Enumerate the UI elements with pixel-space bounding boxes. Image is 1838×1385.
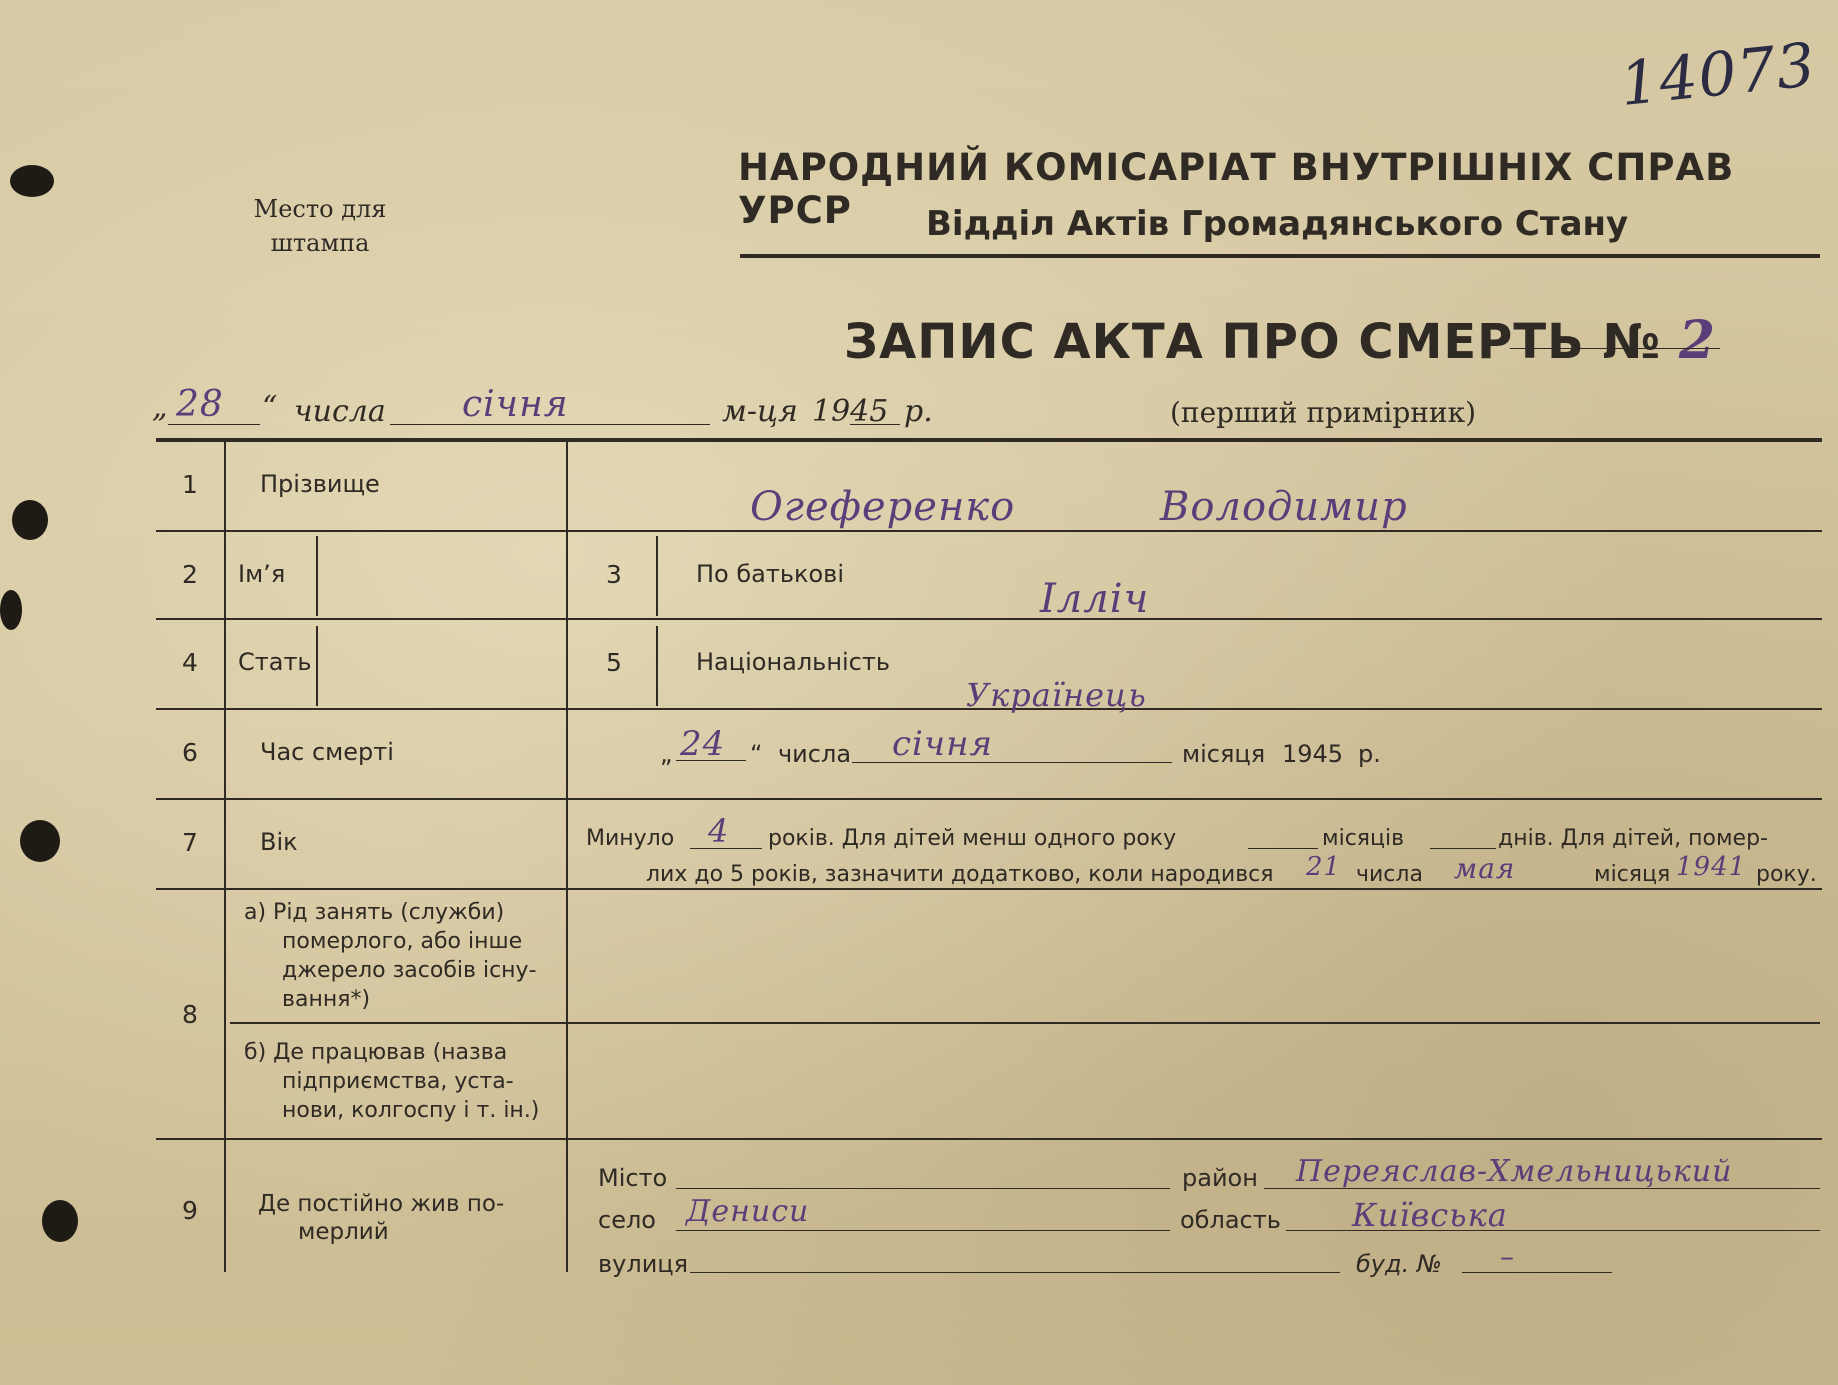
header-rule: [740, 254, 1820, 258]
city-label: Місто: [598, 1164, 668, 1192]
col-rule-mid: [566, 442, 568, 1272]
record-number-line: [1510, 348, 1720, 349]
death-date: [660, 724, 1420, 780]
age-text-g: місяця: [1594, 862, 1671, 887]
city-line: [676, 1188, 1170, 1189]
street-label: вулиця: [598, 1250, 689, 1278]
first-name-value: Володимир: [1160, 484, 1408, 530]
ministry-title: НАРОДНИЙ КОМІСАРІАТ ВНУТРІШНІХ СПРАВ УРСР: [738, 146, 1735, 232]
row-number-5: 5: [606, 648, 622, 677]
death-month-line: [852, 762, 1172, 763]
occupation-label: [244, 898, 564, 1014]
record-day: 28: [176, 384, 224, 425]
birth-day: 21: [1306, 852, 1342, 882]
patronymic-value: Ілліч: [1040, 576, 1150, 622]
street-line: [690, 1272, 1340, 1273]
table-top-rule: [156, 438, 1822, 442]
record-month-line: [390, 424, 710, 425]
row-sep-1: [156, 530, 1822, 532]
row-number-3: 3: [606, 560, 622, 589]
age-text-e: лих до 5 років, зазначити додатково, коли народився: [646, 862, 1274, 887]
occupation-line-4: вання*): [282, 987, 371, 1012]
age-days-line: [1430, 848, 1496, 849]
death-day-word: числа: [778, 740, 852, 768]
col-rule-5: [656, 626, 658, 706]
village-value: Дениси: [686, 1194, 810, 1229]
age-months-line: [1248, 848, 1318, 849]
workplace-line-2: підприємства, уста-: [282, 1069, 514, 1094]
house-label: буд. №: [1356, 1250, 1442, 1278]
age-line-2: [646, 852, 1826, 892]
stamp-place-line2: штампа: [270, 229, 370, 257]
binder-hole-3: [0, 590, 22, 630]
row-sep-8: [156, 1138, 1822, 1140]
first-name-label: Ім’я: [238, 560, 286, 588]
nationality-value: Українець: [966, 676, 1147, 714]
col-rule-left: [224, 442, 226, 1272]
workplace-line-1: б) Де працював (назва: [244, 1040, 508, 1065]
residence-label: [258, 1190, 558, 1246]
binder-hole-1: [10, 165, 54, 197]
binder-hole-5: [42, 1200, 78, 1242]
birth-year: 1941: [1676, 852, 1747, 882]
row-sep-6: [156, 798, 1822, 800]
stamp-place-label: [240, 192, 400, 260]
row-number-6: 6: [182, 738, 198, 767]
death-year: 1945: [1282, 740, 1344, 768]
copy-note: (перший примірник): [1170, 396, 1476, 429]
archive-number: 14073: [1616, 29, 1819, 121]
col-rule-sex: [316, 626, 318, 706]
birth-month: мая: [1454, 852, 1516, 885]
record-number: 2: [1678, 310, 1717, 371]
binder-hole-4: [20, 820, 60, 862]
age-years: 4: [708, 812, 730, 850]
nationality-label: Національність: [696, 648, 891, 676]
surname-value: Огеференко: [750, 484, 1016, 530]
row-number-1: 1: [182, 470, 198, 499]
age-text-f: числа: [1356, 862, 1423, 887]
record-title: [844, 310, 1716, 371]
record-title-text: ЗАПИС АКТА ПРО СМЕРТЬ №: [844, 314, 1662, 370]
house-value: –: [1500, 1240, 1515, 1273]
department-title: Відділ Актів Громадянського Стану: [926, 204, 1629, 244]
house-line: [1462, 1272, 1612, 1273]
stamp-place-line1: Место для: [253, 195, 387, 223]
row-number-2: 2: [182, 560, 198, 589]
row-number-8: 8: [182, 1000, 198, 1029]
age-line-1: [586, 812, 1826, 856]
row-sep-2: [156, 618, 1822, 620]
col-rule-name: [316, 536, 318, 616]
district-label: район: [1182, 1164, 1258, 1192]
sex-label: Стать: [238, 648, 312, 676]
record-year-line: [850, 424, 900, 425]
death-day: 24: [680, 724, 726, 764]
patronymic-label: По батькові: [696, 560, 844, 588]
death-year-suffix: р.: [1358, 740, 1381, 768]
age-text-b: років. Для дітей менш одного року: [768, 826, 1177, 851]
record-month: січня: [462, 384, 569, 425]
record-day-word: числа: [294, 394, 386, 429]
col-rule-3: [656, 536, 658, 616]
death-day-line: [676, 760, 746, 761]
district-value: Переяслав-Хмельницький: [1296, 1154, 1733, 1189]
record-month-word: м-ця: [722, 394, 798, 429]
residence-line-2: мерлий: [298, 1219, 389, 1245]
workplace-line-3: нови, колгоспу і т. ін.): [282, 1098, 540, 1123]
death-quote-open: „: [660, 740, 673, 768]
binder-hole-2: [12, 500, 48, 540]
village-label: село: [598, 1206, 656, 1234]
region-value: Київська: [1352, 1196, 1508, 1234]
death-time-label: Час смерті: [260, 738, 394, 766]
row-number-7: 7: [182, 828, 198, 857]
region-line: [1286, 1230, 1820, 1231]
record-year-suffix: р.: [904, 394, 933, 429]
quote-open: „: [152, 390, 168, 425]
record-year: 1945: [812, 394, 889, 429]
age-label: Вік: [260, 828, 298, 856]
occupation-line-3: джерело засобів існу-: [282, 958, 537, 983]
workplace-label: [244, 1038, 564, 1125]
death-quote-close: “: [750, 740, 763, 768]
death-month-word: місяця: [1182, 740, 1266, 768]
row-number-4: 4: [182, 648, 198, 677]
village-line: [676, 1230, 1170, 1231]
occupation-line-1: а) Рід занять (служби): [244, 900, 505, 925]
row-number-9: 9: [182, 1196, 198, 1225]
age-text-h: року.: [1756, 862, 1817, 887]
region-label: область: [1180, 1206, 1281, 1234]
age-years-line: [690, 848, 762, 849]
row-sep-8a: [230, 1022, 1820, 1024]
age-text-a: Минуло: [586, 826, 675, 851]
surname-label: Прізвище: [260, 470, 380, 498]
occupation-line-2: померлого, або інше: [282, 929, 523, 954]
record-day-line: [168, 424, 260, 425]
death-month: січня: [892, 724, 993, 764]
quote-close: “: [262, 390, 278, 425]
district-line: [1264, 1188, 1820, 1189]
age-text-d: днів. Для дітей, помер-: [1498, 826, 1768, 851]
residence-line-1: Де постійно жив по-: [258, 1191, 505, 1217]
age-text-c: місяців: [1322, 826, 1405, 851]
